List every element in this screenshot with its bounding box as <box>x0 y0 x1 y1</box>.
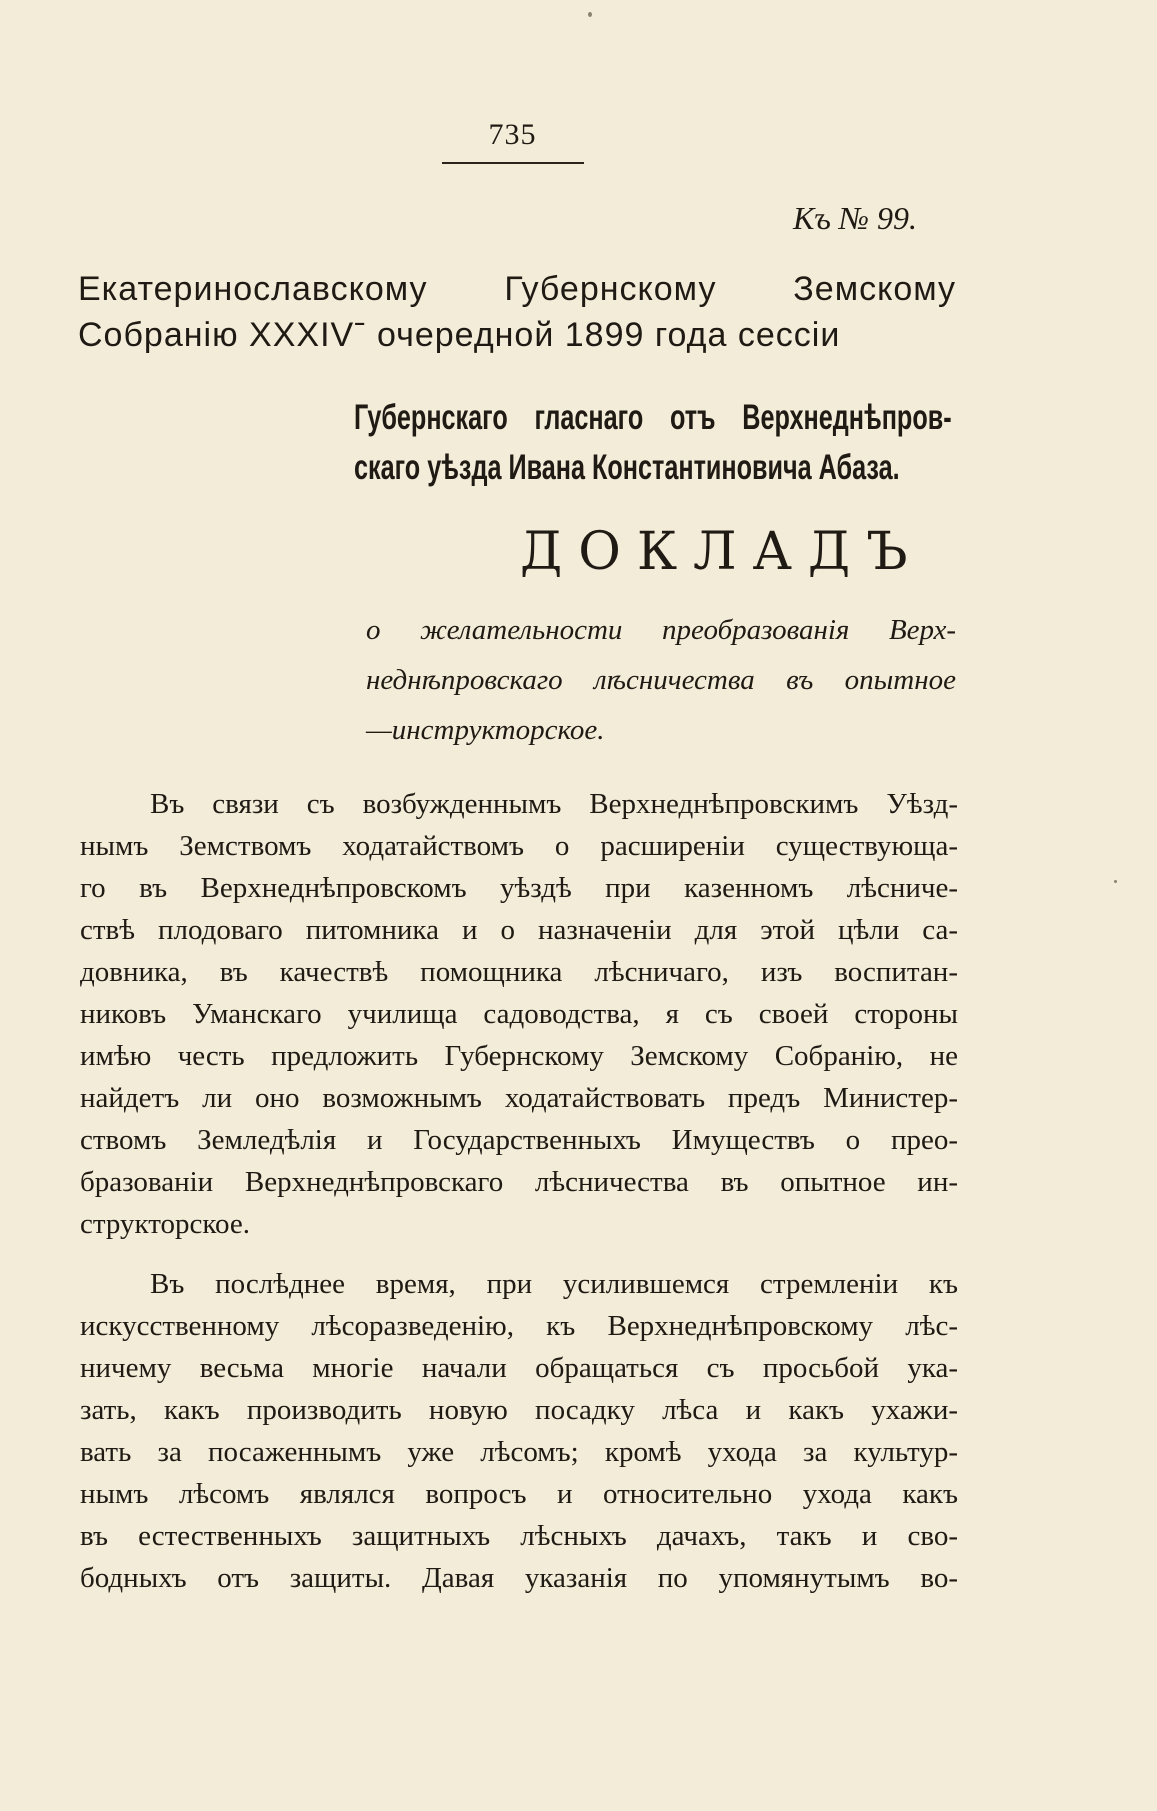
reference-number: Къ № 99. <box>792 200 917 236</box>
body-line: Въ послѣднее время, при усилившемся стремленіи къ <box>150 1268 958 1300</box>
body-line: Въ связи съ возбужденнымъ Верхнеднѣпровскимъ Уѣзд- <box>150 788 958 820</box>
body-line: нымъ лѣсомъ являлся вопросъ и относительно ухода какъ <box>80 1478 958 1510</box>
body-line: ничему весьма многіе начали обращаться съ просьбой ука- <box>80 1352 958 1384</box>
page-number-rule <box>442 162 584 164</box>
body-line: въ естественныхъ защитныхъ лѣсныхъ дачахъ, такъ и сво- <box>80 1520 958 1552</box>
body-line: имѣю честь предложить Губернскому Земскому Собранію, не <box>80 1040 958 1072</box>
body-line: ствѣ плодоваго питомника и о назначеніи для этой цѣли са- <box>80 914 958 946</box>
paper-speck <box>588 12 592 17</box>
subtitle-line-3: —инструкторское. <box>366 714 605 746</box>
author-line-2: скаго уѣзда Ивана Константиновича Абаза. <box>354 448 900 487</box>
body-line: бодныхъ отъ защиты. Давая указанія по упомянутымъ во- <box>80 1562 958 1594</box>
body-line: найдетъ ли оно возможнымъ ходатайствовать предъ Министер- <box>80 1082 958 1114</box>
address-line-2: Собранію XXXIVˉ очередной 1899 года сессіи <box>78 316 841 354</box>
body-line: довника, въ качествѣ помощника лѣсничаго, изъ воспитан- <box>80 956 958 988</box>
body-line: никовъ Уманскаго училища садоводства, я съ своей стороны <box>80 998 958 1030</box>
body-line: ствомъ Земледѣлія и Государственныхъ Имуществъ о прео- <box>80 1124 958 1156</box>
body-line: нымъ Земствомъ ходатайствомъ о расширеніи существующа- <box>80 830 958 862</box>
body-line: зать, какъ производить новую посадку лѣса и какъ ухажи- <box>80 1394 958 1426</box>
document-title: ДОКЛАДЪ <box>520 522 924 582</box>
address-line-1: Екатеринославскому Губернскому Земскому <box>78 270 956 308</box>
body-line: го въ Верхнеднѣпровскомъ уѣздѣ при казенномъ лѣсниче- <box>80 872 958 904</box>
paper-speck <box>1114 880 1117 883</box>
author-line-1: Губернскаго гласнаго отъ Верхнеднѣпров- <box>354 398 952 437</box>
subtitle-line-2: неднѣпровскаго лѣсничества въ опытное <box>366 664 956 696</box>
body-line: вать за посаженнымъ уже лѣсомъ; кромѣ ухода за культур- <box>80 1436 958 1468</box>
body-line: структорское. <box>80 1208 250 1240</box>
body-line: искусственному лѣсоразведенію, къ Верхнеднѣпровскому лѣс- <box>80 1310 958 1342</box>
subtitle-line-1: о желательности преобразованія Верх- <box>366 614 956 646</box>
body-line: бразованіи Верхнеднѣпровскаго лѣсничества въ опытное ин- <box>80 1166 958 1198</box>
page-number: 735 <box>488 118 537 151</box>
